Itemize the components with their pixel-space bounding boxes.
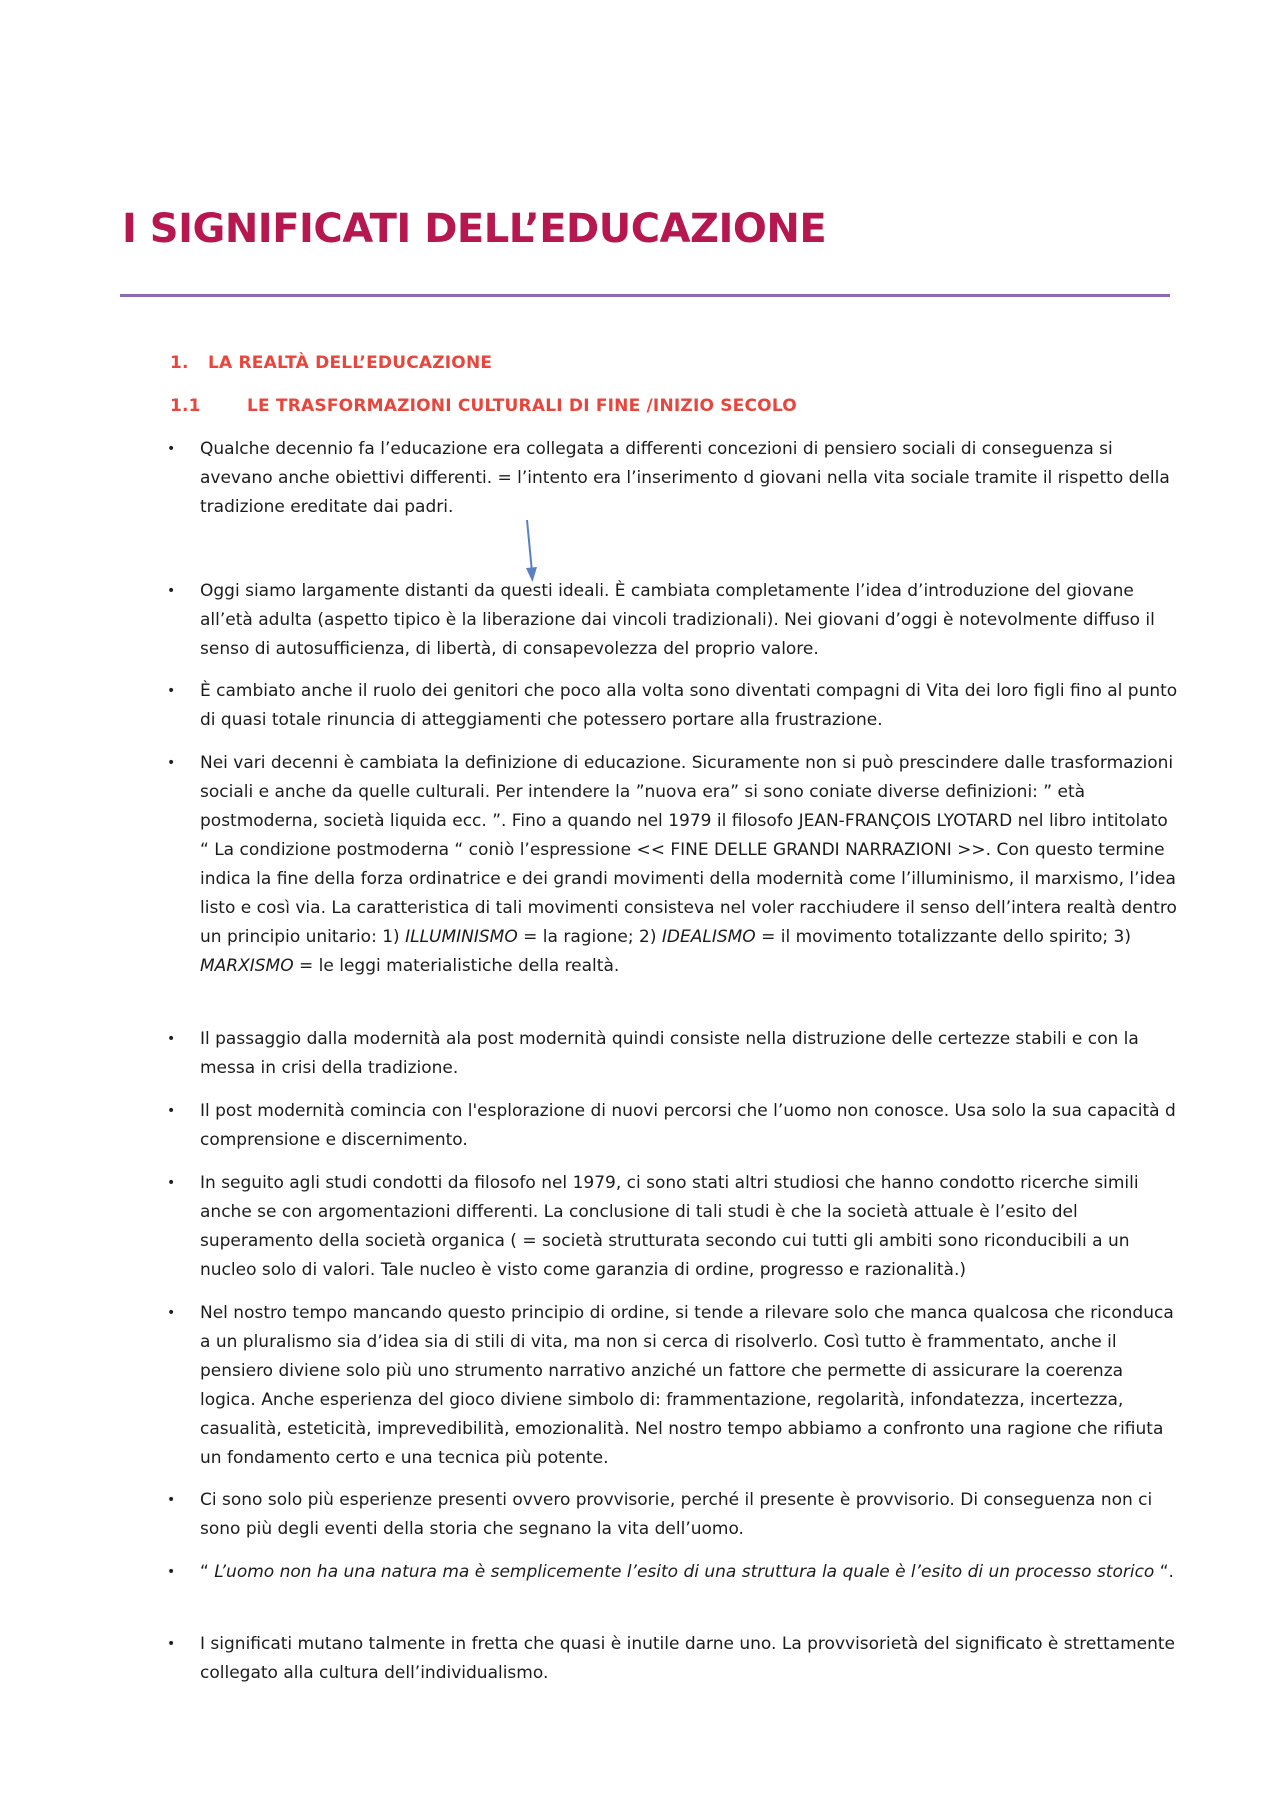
bullet-icon: •	[167, 683, 176, 699]
list-item-text: I significati mutano talmente in fretta che quasi è inutile darne uno. La provvisorietà del significato è strettamente collegato alla cultura dell’individualismo.	[200, 1634, 1176, 1683]
page-title: I SIGNIFICATI DELL’EDUCAZIONE	[122, 206, 827, 252]
list-item-text	[200, 753, 1177, 976]
list-item-text: Ci sono solo più esperienze presenti ovvero provvisorie, perché il presente è provvisorio. Di conseguenza non ci sono più degli eventi della storia che segnano la vita dell’uomo.	[200, 1490, 1153, 1539]
list-item	[167, 435, 1180, 522]
title-divider	[120, 294, 1170, 297]
bullet-icon: •	[167, 583, 176, 599]
subsection-title: LE TRASFORMAZIONI CULTURALI DI FINE /INIZIO SECOLO	[247, 396, 797, 416]
bullet-icon: •	[167, 1305, 176, 1321]
text-run: Nei vari decenni è cambiata la definizione di educazione. Sicuramente non si può prescindere dalle trasformazioni sociali e anche da quelle culturali. Per intendere la ”nuova era” si sono coniate diverse definizioni: ” età postmoderna, società liquida ecc. ”. Fino a quando nel 1979 il filosofo JEAN-FRANÇOIS LYOTARD nel libro intitolato “ La condizione postmoderna “ coniò l’espressione << FINE DELLE GRANDI NARRAZIONI >>. Con questo termine indica la fine della forza ordinatrice e dei grandi movimenti della modernità come l’illuminismo, il marxismo, l’idea listo e così via. La caratteristica di tali movimenti consisteva nel voler racchiudere il senso dell’intera realtà dentro un principio unitario: 1)	[200, 753, 1177, 947]
section-number: 1.	[170, 353, 189, 373]
bullet-icon: •	[167, 441, 176, 457]
bullet-icon: •	[167, 1031, 176, 1047]
list-item-text: È cambiato anche il ruolo dei genitori che poco alla volta sono diventati compagni di Vita dei loro figli fino al punto di quasi totale rinuncia di atteggiamenti che potessero portare alla frustrazione.	[200, 681, 1178, 730]
list-item-text: Oggi siamo largamente distanti da questi ideali. È cambiata completamente l’idea d’introduzione del giovane all’età adulta (aspetto tipico è la liberazione dai vincoli tradizionali). Nei giovani d’oggi è notevolmente diffuso il senso di autosufficienza, di libertà, di consapevolezza del proprio valore.	[200, 581, 1155, 659]
list-item-text: Nel nostro tempo mancando questo principio di ordine, si tende a rilevare solo che manca qualcosa che riconduca a un pluralismo sia d’idea sia di stili di vita, ma non si cerca di risolverlo. Così tutto è frammentato, anche il pensiero diviene solo più uno strumento narrativo anziché un fattore che permette di assicurare la coerenza logica. Anche esperienza del gioco diviene simbolo di: frammentazione, regolarità, infondatezza, incertezza, casualità, esteticità, imprevedibilità, emozionalità. Nel nostro tempo abbiamo a confronto una ragione che rifiuta un fondamento certo e una tecnica più potente.	[200, 1303, 1174, 1468]
list-item	[167, 1097, 1180, 1155]
italic-term: MARXISMO	[200, 956, 294, 976]
bullet-icon: •	[167, 755, 176, 771]
subsection-number: 1.1	[170, 396, 201, 416]
list-item	[167, 1169, 1180, 1285]
bullet-icon: •	[167, 1636, 176, 1652]
italic-term: IDEALISMO	[661, 927, 756, 947]
list-item-quote	[200, 1562, 1174, 1582]
bullet-icon: •	[167, 1492, 176, 1508]
list-item	[167, 677, 1180, 735]
list-item-text: Qualche decennio fa l’educazione era collegata a differenti concezioni di pensiero sociali di conseguenza si avevano anche obiettivi differenti. = l’intento era l’inserimento d giovani nella vita sociale tramite il rispetto della tradizione ereditate dai padri.	[200, 439, 1170, 517]
list-item	[167, 1630, 1180, 1688]
list-item	[167, 1025, 1180, 1083]
list-item	[167, 1486, 1180, 1544]
italic-term: ILLUMINISMO	[405, 927, 518, 947]
italic-quote: L’uomo non ha una natura ma è semplicemente l’esito di una struttura la quale è l’esito di un processo storico	[214, 1562, 1155, 1582]
bullet-icon: •	[167, 1175, 176, 1191]
section-title: LA REALTÀ DELL’EDUCAZIONE	[208, 353, 493, 373]
text-run: = il movimento totalizzante dello spirito; 3)	[755, 927, 1131, 947]
bullet-icon: •	[167, 1103, 176, 1119]
list-item	[167, 1299, 1180, 1473]
section-heading	[170, 353, 492, 373]
text-run: = la ragione; 2)	[517, 927, 662, 947]
bullet-icon: •	[167, 1564, 176, 1580]
text-run: = le leggi materialistiche della realtà.	[293, 956, 620, 976]
list-item-text: Il passaggio dalla modernità ala post modernità quindi consiste nella distruzione delle certezze stabili e con la messa in crisi della tradizione.	[200, 1029, 1139, 1078]
subsection-heading	[170, 396, 797, 416]
list-item-text: Il post modernità comincia con l'esplorazione di nuovi percorsi che l’uomo non conosce. Usa solo la sua capacità d comprensione e discernimento.	[200, 1101, 1176, 1150]
list-item-text: In seguito agli studi condotti da filosofo nel 1979, ci sono stati altri studiosi che hanno condotto ricerche simili anche se con argomentazioni differenti. La conclusione di tali studi è che la società attuale è l’esito del superamento della società organica ( = società strutturata secondo cui tutti gli ambiti sono riconducibili a un nucleo solo di valori. Tale nucleo è visto come garanzia di ordine, progresso e razionalità.)	[200, 1173, 1139, 1280]
quote-close: “.	[1154, 1562, 1174, 1582]
list-item	[167, 749, 1180, 981]
quote-open: “	[200, 1562, 215, 1582]
list-item	[167, 577, 1180, 664]
arrow-down-icon	[520, 518, 540, 586]
list-item	[167, 1558, 1180, 1587]
